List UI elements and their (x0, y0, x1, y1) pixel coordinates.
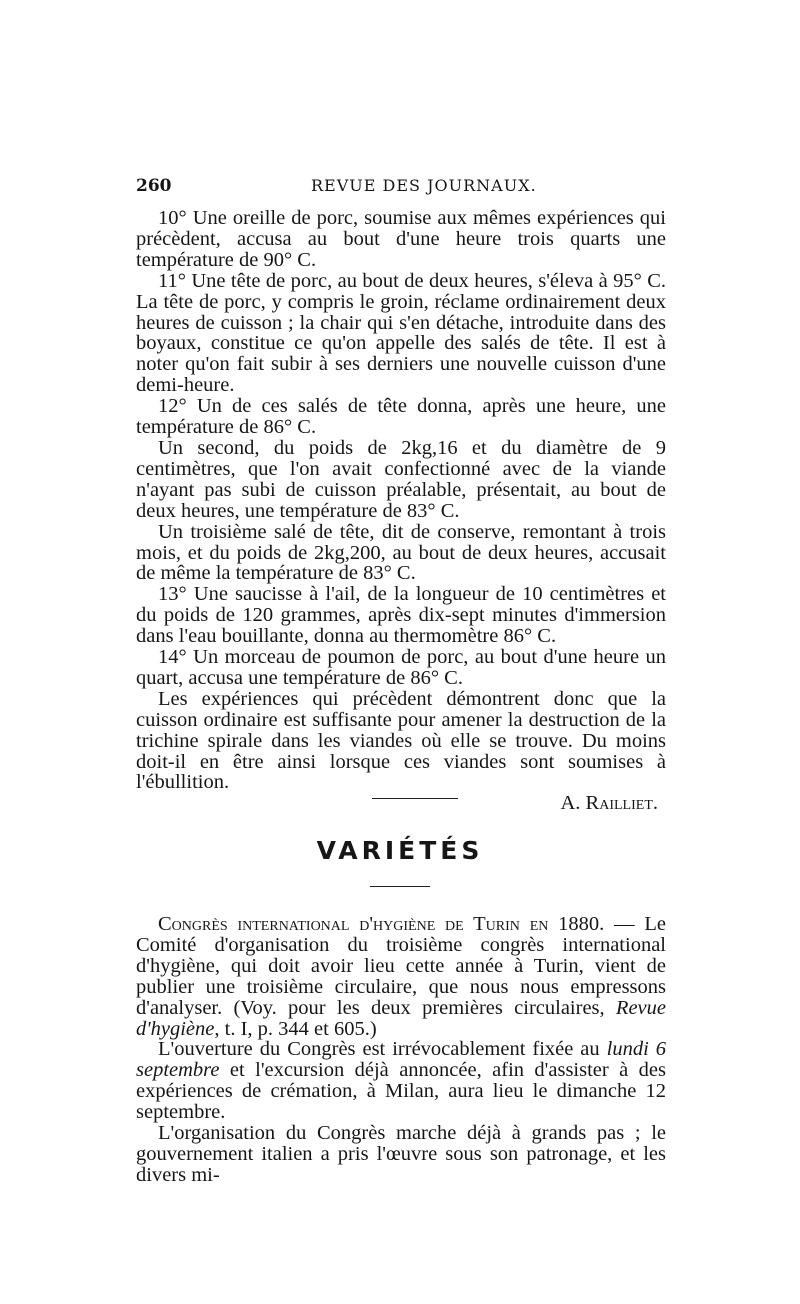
paragraph (136, 914, 666, 1039)
paragraph-text: L'ouverture du Congrès est irrévocablement fixée au (158, 1038, 607, 1061)
paragraph: Les expériences qui précèdent démontrent donc que la cuisson ordinaire est suffisante pour amener la destruction de la trichine spirale dans les viandes où elle se trouve. Du moins doit-il en être ainsi lorsque ces viandes sont soumises à l'ébullition. (136, 687, 666, 794)
section-divider (372, 798, 458, 799)
page-number: 260 (136, 176, 172, 196)
paragraph: 12° Un de ces salés de tête donna, après une heure, une température de 86° C. (136, 395, 666, 439)
varietes-text (136, 914, 666, 1186)
emphasis-date: lundi 6 septembre (136, 1038, 666, 1082)
journal-title: Revue d'hygiène (136, 996, 666, 1040)
paragraph: L'organisation du Congrès marche déjà à grands pas ; le gouvernement italien a pris l'œuvre sous son patronage, et les divers mi- (136, 1122, 666, 1186)
section-title: VARIÉTÉS (316, 836, 484, 865)
paragraph: Un second, du poids de 2kg,16 et du diamètre de 9 centimètres, que l'on avait confectionné avec de la viande n'ayant pas subi de cuisson préalable, présentait, au bout de deux heures, une température de 83° C. (136, 436, 666, 522)
article-lead-title: Congrès international d'hygiène de Turin en 1880. (158, 913, 605, 935)
paragraph-text: , t. I, p. 344 et 605.) (214, 1017, 377, 1040)
paragraph (136, 1039, 666, 1123)
running-head: REVUE DES JOURNAUX. (311, 176, 537, 195)
paragraph: Un troisième salé de tête, dit de conserve, remontant à trois mois, et du poids de 2kg,200, au bout de deux heures, accusait de même la température de 83° C. (136, 520, 666, 585)
paragraph: 13° Une saucisse à l'ail, de la longueur de 10 centimètres et du poids de 120 grammes, après dix-sept minutes d'immersion dans l'eau bouillante, donna au thermomètre 86° C. (136, 583, 666, 648)
paragraph: 14° Un morceau de poumon de porc, au bout d'une heure un quart, accusa une température de 86° C. (136, 646, 666, 689)
paragraph-text: et l'excursion déjà annoncée, afin d'assister à des expériences de crémation, à Milan, aura lieu le dimanche 12 septembre. (136, 1059, 666, 1124)
article-text (136, 208, 666, 814)
paragraph: 10° Une oreille de porc, soumise aux mêmes expériences qui précèdent, accusa au bout d'une heure trois quarts une température de 90° C. (136, 207, 666, 271)
section-divider (370, 886, 430, 887)
page-header (136, 176, 666, 202)
paragraph-text: — Le Comité d'organisation du troisième congrès international d'hygiène, qui doit avoir lieu cette année à Turin, vient de publier une troisième circulaire, que nous nous empressons d'analyser. (Voy. pour les deux premières circulaires, (136, 913, 666, 1019)
author-signature: A. Railliet. (560, 792, 658, 815)
paragraph: 11° Une tête de porc, au bout de deux heures, s'éleva à 95° C. La tête de porc, y compris le groin, réclame ordinairement deux heures de cuisson ; la chair qui s'en détache, introduite dans des boyaux, constitue ce qu'on appelle des salés de tête. Il est à noter qu'on fait subir à ses derniers une nouvelle cuisson d'une demi-heure. (136, 269, 666, 397)
